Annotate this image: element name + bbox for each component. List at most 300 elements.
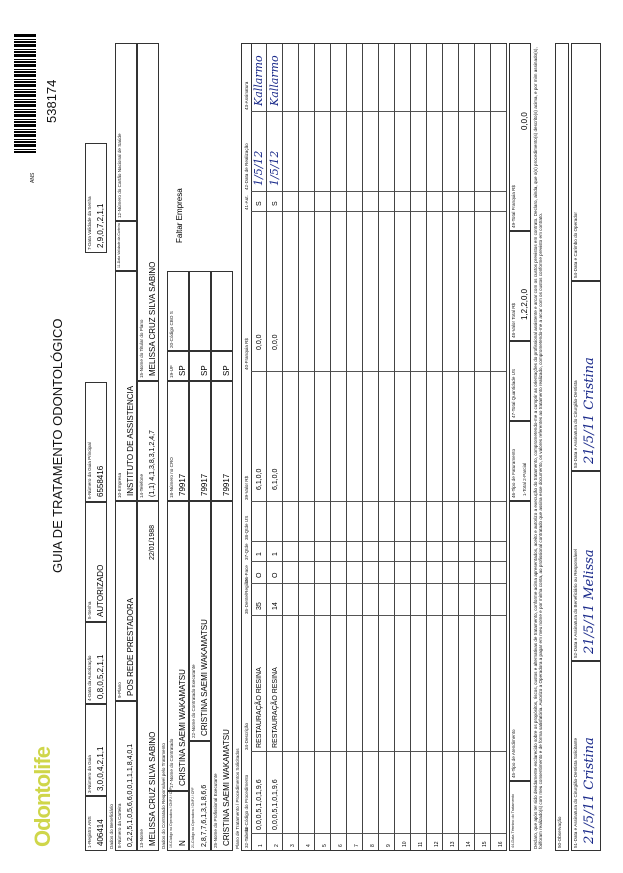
column-divider: [459, 501, 474, 502]
column-divider: [267, 561, 282, 562]
column-divider: [427, 371, 442, 372]
column-divider: [491, 501, 506, 502]
value-telefone: (1,1) 4,1,3,8,3,1,2,4,7: [149, 430, 156, 497]
value-cro: 79917: [178, 473, 187, 496]
field-tipo-fat[interactable]: [509, 421, 531, 501]
field-uf-3[interactable]: [211, 351, 233, 381]
column-divider: [347, 583, 362, 584]
tipo-fat-options[interactable]: 1-Total 2-Parcial: [522, 462, 527, 496]
column-divider: [443, 211, 458, 212]
column-divider: [331, 561, 346, 562]
column-divider: [443, 583, 458, 584]
row-number: 9: [386, 844, 392, 847]
field-telefone[interactable]: [137, 381, 159, 501]
value-nome: MELISSA CRUZ SILVA SABINO: [148, 731, 157, 846]
column-divider: [363, 615, 378, 616]
column-divider: [315, 615, 330, 616]
column-divider: [299, 211, 314, 212]
column-divider: [251, 541, 266, 542]
column-divider: [491, 191, 506, 192]
field-guia[interactable]: [85, 704, 107, 796]
column-divider: [267, 615, 282, 616]
label-guia: 3-Número da Guia: [87, 755, 92, 793]
column-divider: [395, 211, 410, 212]
column-divider: [475, 191, 490, 192]
th-data: 42-Data de Realização: [244, 143, 249, 190]
column-divider: [283, 191, 298, 192]
cell-dente: 14: [272, 602, 279, 610]
label-senha: 5-Senha: [87, 601, 92, 619]
column-divider: [331, 615, 346, 616]
column-divider: [379, 501, 394, 502]
column-divider: [459, 751, 474, 752]
label-nome: 13-Nome: [139, 829, 144, 848]
cell-aut: S: [256, 201, 263, 206]
label-validade-carteira: 11-Data Validade da Carteira: [117, 223, 121, 268]
column-divider: [427, 833, 442, 834]
section-contratado: Dados do Contratado Responsável pelo Tratamento: [161, 743, 166, 849]
column-divider: [379, 111, 394, 112]
th-qtde-us: 38-Qtde US: [244, 515, 249, 540]
signature-box-1[interactable]: [571, 661, 601, 851]
column-divider: [427, 561, 442, 562]
form-number: 538174: [44, 79, 59, 123]
field-data-validade[interactable]: [85, 143, 107, 253]
column-divider: [331, 111, 346, 112]
column-divider: [427, 615, 442, 616]
field-validade-carteira[interactable]: [115, 221, 137, 271]
label-telefone: 14-Telefone: [139, 473, 144, 498]
value-carteira: 0,2,2,5,1,0,5,6,6,0,0,1,1,1,8,4,0,1: [127, 743, 134, 847]
row-number: 16: [498, 841, 504, 847]
column-divider: [475, 211, 490, 212]
column-divider: [299, 371, 314, 372]
column-divider: [427, 501, 442, 502]
column-divider: [411, 211, 426, 212]
field-carteira[interactable]: [115, 701, 137, 851]
cell-face: O: [256, 572, 263, 578]
field-uf[interactable]: [167, 351, 189, 381]
column-divider: [251, 583, 266, 584]
column-divider: [411, 501, 426, 502]
value-nome-contratado: CRISTINA SAEMI WAKAMATSU: [178, 669, 187, 786]
signature-box-4[interactable]: [571, 43, 601, 281]
field-cbos[interactable]: [167, 271, 189, 351]
column-divider: [363, 751, 378, 752]
value-empresa: INSTITUTO DE ASSISTENCIA: [126, 385, 135, 496]
column-divider: [459, 583, 474, 584]
column-divider: [283, 833, 298, 834]
column-divider: [267, 583, 282, 584]
column-divider: [363, 191, 378, 192]
column-divider: [475, 751, 490, 752]
cell-assinatura: Kallarmo: [252, 55, 265, 106]
column-divider: [475, 371, 490, 372]
column-divider: [411, 371, 426, 372]
value-uf-3: SP: [222, 365, 231, 376]
table-row[interactable]: [379, 44, 395, 850]
cell-valor: 6,1,0,0: [256, 468, 263, 490]
field-uf-2[interactable]: [189, 351, 211, 381]
field-senha[interactable]: [85, 502, 107, 622]
column-divider: [395, 583, 410, 584]
field-cod-op[interactable]: [167, 787, 189, 851]
column-divider: [491, 371, 506, 372]
column-divider: [459, 211, 474, 212]
column-divider: [267, 111, 282, 112]
column-divider: [283, 541, 298, 542]
cell-dente: 35: [256, 602, 263, 610]
column-divider: [315, 561, 330, 562]
th-valor: 39-Valor R$: [244, 475, 249, 500]
column-divider: [347, 211, 362, 212]
column-divider: [491, 211, 506, 212]
field-cbos-3[interactable]: [211, 271, 233, 351]
page-title: GUIA DE TRATAMENTO ODONTOLÓGICO: [50, 318, 65, 573]
label-tipo-atend: 45-Tipo de Atendimento: [511, 729, 516, 778]
label-carteira: 8-Número da Carteira: [117, 803, 122, 848]
table-row[interactable]: [491, 44, 507, 850]
column-divider: [283, 371, 298, 372]
cell-qtde: 1: [256, 552, 263, 556]
column-divider: [315, 833, 330, 834]
column-divider: [299, 111, 314, 112]
label-assin-4: 54-Data e Carimbo do Operador: [573, 212, 578, 278]
field-nome[interactable]: [137, 501, 159, 851]
field-total-us[interactable]: [509, 341, 531, 421]
field-tipo-atend[interactable]: [509, 501, 531, 781]
column-divider: [331, 371, 346, 372]
row-number: 5: [322, 844, 328, 847]
label-prof-exec: 25-Nome do Profissional Executante: [213, 773, 218, 848]
column-divider: [315, 541, 330, 542]
signature-1: 21/5/11 Cristina: [582, 737, 597, 844]
column-divider: [299, 751, 314, 752]
column-divider: [427, 751, 442, 752]
value-registro-ans: 406414: [96, 819, 105, 846]
column-divider: [443, 833, 458, 834]
field-total-valor[interactable]: [509, 231, 531, 341]
faltar-empresa-text: Faltar Empresa: [175, 188, 184, 243]
column-divider: [395, 751, 410, 752]
column-divider: [315, 111, 330, 112]
row-number: 4: [306, 844, 312, 847]
value-nome-exec: CRISTINA SAEMI WAKAMATSU: [200, 619, 209, 736]
column-divider: [395, 111, 410, 112]
column-divider: [395, 615, 410, 616]
column-divider: [347, 751, 362, 752]
column-divider: [283, 211, 298, 212]
cell-qtde: 1: [272, 552, 279, 556]
value-cro-2: 79917: [200, 473, 209, 496]
row-number: 15: [482, 841, 488, 847]
label-uf: 19-UF: [169, 365, 174, 378]
column-divider: [251, 501, 266, 502]
field-cro-2[interactable]: [189, 381, 211, 501]
column-divider: [267, 191, 282, 192]
column-divider: [299, 501, 314, 502]
column-divider: [475, 541, 490, 542]
column-divider: [347, 833, 362, 834]
value-prof-exec: CRISTINA SAEMI WAKAMATSU: [222, 729, 231, 846]
column-divider: [475, 615, 490, 616]
column-divider: [475, 501, 490, 502]
field-data-autorizacao[interactable]: [85, 622, 107, 704]
column-divider: [491, 561, 506, 562]
column-divider: [459, 541, 474, 542]
label-plano: 9-Plano: [117, 682, 122, 698]
column-divider: [363, 501, 378, 502]
column-divider: [347, 191, 362, 192]
column-divider: [459, 191, 474, 192]
column-divider: [347, 111, 362, 112]
field-cnpj[interactable]: [189, 741, 211, 851]
column-divider: [427, 111, 442, 112]
cell-description: RESTAURAÇÃO RESINA: [256, 667, 263, 748]
value-data-validade: 2,9,0,7,2,1,1: [96, 203, 105, 248]
column-divider: [363, 371, 378, 372]
label-cod-op: 16-Código na Operadora / CNPJ / CPF: [169, 787, 173, 848]
column-divider: [411, 833, 426, 834]
column-divider: [411, 583, 426, 584]
column-divider: [299, 541, 314, 542]
column-divider: [459, 371, 474, 372]
field-data-termino[interactable]: [509, 781, 531, 851]
row-number: 13: [450, 841, 456, 847]
ans-label: ANS: [30, 172, 36, 183]
value-titular: MELISSA CRUZ SILVA SABINO: [148, 261, 157, 376]
label-data-autorizacao: 4-Data da Autorização: [87, 655, 92, 701]
column-divider: [331, 833, 346, 834]
column-divider: [411, 541, 426, 542]
cell-face: O: [272, 572, 279, 578]
table-row[interactable]: [283, 44, 299, 850]
column-divider: [379, 751, 394, 752]
column-divider: [363, 211, 378, 212]
field-empresa[interactable]: [115, 271, 137, 501]
field-cns[interactable]: [115, 43, 137, 221]
column-divider: [411, 111, 426, 112]
th-qtde: 37-Qtde: [244, 543, 249, 560]
signature-2: 21/5/11 Melissa: [582, 549, 597, 654]
column-divider: [379, 191, 394, 192]
value-uf: SP: [178, 365, 187, 376]
odontolife-logo: Odontolife: [30, 747, 55, 847]
table-row[interactable]: [331, 44, 347, 850]
column-divider: [443, 615, 458, 616]
column-divider: [299, 561, 314, 562]
field-observacao[interactable]: [555, 43, 569, 851]
th-franquia: 40-Franquia R$: [244, 338, 249, 370]
column-divider: [267, 833, 282, 834]
section-plano-tratamento: Plano de Tratamento / Procedimentos Solicitados: [235, 748, 240, 849]
column-divider: [443, 751, 458, 752]
column-divider: [283, 501, 298, 502]
column-divider: [395, 561, 410, 562]
column-divider: [379, 371, 394, 372]
table-row[interactable]: [411, 44, 427, 850]
field-cro[interactable]: [167, 381, 189, 501]
column-divider: [427, 211, 442, 212]
field-prof-exec[interactable]: [211, 501, 233, 851]
field-plano[interactable]: [115, 501, 137, 701]
field-total-franquia[interactable]: [509, 43, 531, 231]
column-divider: [251, 833, 266, 834]
field-titular[interactable]: [137, 43, 159, 381]
column-divider: [315, 371, 330, 372]
value-total-valor: 1,2,2,0,0: [520, 288, 529, 320]
field-nome-contratado[interactable]: [167, 501, 189, 791]
table-row[interactable]: [459, 44, 475, 850]
row-number: 12: [434, 841, 440, 847]
th-assinatura: 43-Assinatura: [244, 81, 249, 110]
row-number: 10: [402, 841, 408, 847]
row-number: 14: [466, 841, 472, 847]
column-divider: [427, 583, 442, 584]
column-divider: [299, 615, 314, 616]
cell-data-realizacao: 1/5/12: [268, 150, 281, 186]
table-row[interactable]: [395, 44, 411, 850]
column-divider: [347, 371, 362, 372]
label-cns: 12-Número do Cartão Nacional de Saúde: [117, 133, 122, 218]
column-divider: [491, 583, 506, 584]
table-row[interactable]: [267, 44, 283, 850]
column-divider: [395, 501, 410, 502]
value-plano: POS REDE PRESTADORA: [126, 597, 135, 696]
column-divider: [379, 615, 394, 616]
column-divider: [395, 833, 410, 834]
row-number: 11: [418, 841, 424, 847]
column-divider: [363, 561, 378, 562]
column-divider: [411, 615, 426, 616]
row-number: 8: [370, 844, 376, 847]
column-divider: [363, 111, 378, 112]
th-dente: 35-Dente/Região: [244, 579, 249, 614]
column-divider: [491, 751, 506, 752]
th-descricao: 34-Descrição: [244, 722, 249, 750]
procedures-table: [241, 43, 507, 851]
column-divider: [267, 371, 282, 372]
column-divider: [267, 541, 282, 542]
column-divider: [251, 211, 266, 212]
label-registro-ans: 1-Registro ANS: [87, 816, 92, 848]
value-guia: 3,0,0,4,2,1,1: [96, 746, 105, 791]
label-numero-guia-op: 6-Número da Guia Principal: [87, 442, 92, 499]
value-data-autorizacao: 0,8,0,5,2,1,1: [96, 654, 105, 699]
column-divider: [491, 833, 506, 834]
field-cbos-2[interactable]: [189, 271, 211, 351]
signature-box-3[interactable]: [571, 281, 601, 471]
table-row[interactable]: [443, 44, 459, 850]
table-row[interactable]: [315, 44, 331, 850]
cell-data-realizacao: 1/5/12: [252, 150, 265, 186]
label-assin-2: 52-Data e Assinatura do Beneficiário ou Responsável: [573, 549, 578, 658]
label-tipo-fat: 46-Tipo de Faturamento: [511, 448, 516, 498]
cell-franquia: 0,0,0: [256, 334, 263, 350]
value-numero-guia-op: 6558416: [96, 465, 105, 497]
label-cro: 18-Número no CRO: [169, 457, 174, 498]
column-divider: [251, 561, 266, 562]
column-divider: [347, 541, 362, 542]
column-divider: [251, 111, 266, 112]
label-data-validade: 7-Data Validade da Senha: [87, 196, 92, 250]
column-divider: [363, 833, 378, 834]
cell-franquia: 0,0,0: [272, 334, 279, 350]
column-divider: [379, 561, 394, 562]
field-nome-exec[interactable]: [189, 501, 211, 741]
column-divider: [379, 583, 394, 584]
value-uf-2: SP: [200, 365, 209, 376]
field-cro-3[interactable]: [211, 381, 233, 501]
column-divider: [315, 211, 330, 212]
column-divider: [299, 833, 314, 834]
column-divider: [491, 541, 506, 542]
cell-valor: 6,1,0,0: [272, 468, 279, 490]
th-tabela: 32-Tabela: [244, 827, 249, 848]
column-divider: [443, 371, 458, 372]
table-row[interactable]: [347, 44, 363, 850]
table-row[interactable]: [427, 44, 443, 850]
label-assin-1: 51-Data e Assinatura do Cirurgião-Dentista Solicitante: [573, 737, 578, 848]
column-divider: [443, 501, 458, 502]
th-codigo: 33-Código do Procedimento: [244, 774, 249, 832]
column-divider: [379, 833, 394, 834]
value-cod-op: N: [178, 840, 187, 846]
label-cnpj: 21-Código na Operadora / CNPJ / CPF: [191, 787, 195, 848]
column-divider: [395, 541, 410, 542]
table-row[interactable]: [251, 44, 267, 850]
label-nome-exec: 22-Nome do Contratado Executante: [191, 664, 196, 738]
column-divider: [331, 541, 346, 542]
column-divider: [251, 751, 266, 752]
column-divider: [299, 191, 314, 192]
row-number: 2: [274, 844, 280, 847]
column-divider: [443, 111, 458, 112]
column-divider: [443, 561, 458, 562]
column-divider: [315, 583, 330, 584]
column-divider: [267, 211, 282, 212]
table-row[interactable]: [475, 44, 491, 850]
column-divider: [475, 561, 490, 562]
column-divider: [475, 111, 490, 112]
column-divider: [331, 501, 346, 502]
column-divider: [443, 191, 458, 192]
column-divider: [491, 615, 506, 616]
table-row[interactable]: [299, 44, 315, 850]
signature-3: 21/5/11 Cristina: [582, 357, 597, 464]
column-divider: [331, 211, 346, 212]
column-divider: [379, 211, 394, 212]
field-registro-ans[interactable]: [85, 796, 107, 851]
section-beneficiario: Dados do Beneficiário: [109, 804, 114, 849]
declaracao-text: Declaro, que após ter sido devidamente esclarecido sobre os propósitos, riscos, custos e alternativas de tratamento, conforme acima apresentados, aceito e autorizo a execução do tratamento, comprometendo-me a cumprir as orientações do profissional assistente e arcar com os custos previstos em contrato. Declaro, ainda, que o(s) procedimento(s) descrito(s) acima, e por mim assinado(s), foi/foram realizado(s) com meu consentimento e de forma satisfatória. Autorizo a Operadora a pagar em meu nome e por minha conta, ao profissional contratado que assina esse documento, os valores referentes ao tratamento realizado, comprometendo-me a arcar com os custos conforme previsto em contrato.: [533, 47, 544, 849]
column-divider: [251, 615, 266, 616]
label-total-franquia: 49-Total Franquia R$: [511, 185, 516, 228]
barcode: [14, 33, 36, 153]
value-cro-3: 79917: [222, 473, 231, 496]
label-nome-contratado: 17-Nome do Contratado: [169, 738, 174, 788]
field-numero-guia-op[interactable]: [85, 382, 107, 502]
column-divider: [283, 561, 298, 562]
label-assin-3: 53-Data e Assinatura do Cirurgião-Dentista: [573, 380, 578, 468]
table-row[interactable]: [363, 44, 379, 850]
column-divider: [315, 751, 330, 752]
column-divider: [443, 541, 458, 542]
column-divider: [315, 501, 330, 502]
signature-box-2[interactable]: [571, 471, 601, 661]
column-divider: [491, 111, 506, 112]
column-divider: [267, 751, 282, 752]
